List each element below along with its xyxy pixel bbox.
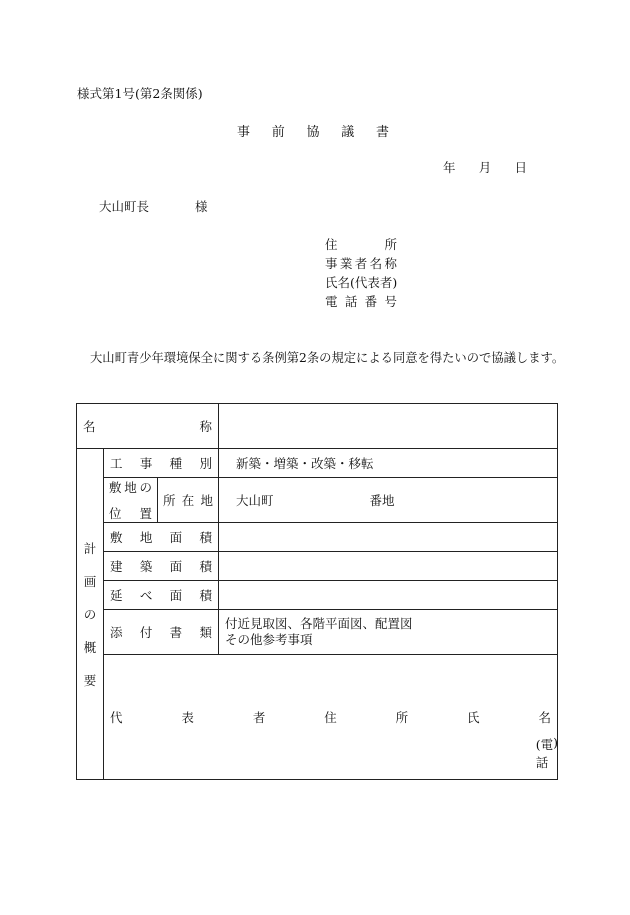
label-char: 延 xyxy=(110,588,123,603)
title-char: 事 xyxy=(237,125,251,140)
label-char: 地 xyxy=(200,493,214,508)
date-day-label: 日 xyxy=(514,160,527,175)
address-label xyxy=(325,235,397,253)
label-char: 置 xyxy=(139,506,152,521)
site-position-label xyxy=(104,478,157,522)
representative-name-label: 氏名(代表者) xyxy=(325,275,398,290)
work-type-row xyxy=(77,449,558,478)
label-char: 在 xyxy=(181,493,195,508)
label-char: 積 xyxy=(199,530,212,545)
site-location-row xyxy=(77,478,558,523)
label-char: の xyxy=(139,480,152,495)
site-area-row xyxy=(77,523,558,552)
site-area-label-cell xyxy=(104,523,219,552)
label-char: 地 xyxy=(139,530,153,545)
building-area-label xyxy=(104,557,218,575)
label-char: 建 xyxy=(110,559,123,574)
label-char: 要 xyxy=(83,673,97,688)
work-type-label xyxy=(104,454,218,472)
label-char: 位 xyxy=(109,506,122,521)
attachments-label xyxy=(104,623,218,641)
work-type-label-cell xyxy=(104,449,219,478)
label-char: 番 xyxy=(364,294,378,309)
label-char: の xyxy=(83,607,97,622)
label-char: 所 xyxy=(395,710,409,725)
floor-area-label-cell xyxy=(104,581,219,610)
label-char: 称 xyxy=(199,419,213,434)
name-field[interactable] xyxy=(219,404,558,449)
phone-number-label xyxy=(325,292,397,310)
site-position-label-cell xyxy=(104,478,158,523)
phone-open: (電話 xyxy=(535,737,554,770)
label-char: 築 xyxy=(139,559,153,574)
location-lot-suffix: 番地 xyxy=(369,493,395,508)
building-area-row xyxy=(77,552,558,581)
label-char: 号 xyxy=(384,294,397,309)
label-char: 敷 xyxy=(109,480,122,495)
attachments-line-1: 付近見取図、各階平面図、配置図 xyxy=(225,616,413,631)
name-label-cell xyxy=(77,404,219,449)
honorific: 様 xyxy=(195,199,208,214)
building-area-field[interactable] xyxy=(219,552,558,581)
plan-summary-label xyxy=(77,539,103,689)
attachments-label-cell xyxy=(104,610,219,655)
consultation-statement: 大山町青少年環境保全に関する条例第2条の規定による同意を得たいので協議します。 xyxy=(90,351,565,365)
label-char: 事 xyxy=(325,256,338,271)
floor-area-field[interactable] xyxy=(219,581,558,610)
label-char: べ xyxy=(139,588,153,603)
attachments-line-2: その他参考事項 xyxy=(225,632,313,647)
label-char: 工 xyxy=(110,456,123,471)
representative-row xyxy=(77,655,558,780)
label-char: 画 xyxy=(83,574,97,589)
addressee: 大山町長 xyxy=(99,199,150,214)
attachments-row xyxy=(77,610,558,655)
label-char: 所 xyxy=(163,493,176,508)
name-row xyxy=(77,404,558,449)
work-type-options: 新築・増築・改築・移転 xyxy=(236,456,374,471)
consultation-form-table xyxy=(76,403,558,780)
label-char: 名 xyxy=(83,419,96,434)
label-char: 面 xyxy=(169,559,183,574)
plan-summary-label-cell xyxy=(77,449,104,780)
label-char: 者 xyxy=(354,256,368,271)
label-char: 所 xyxy=(384,237,397,252)
name-label xyxy=(77,417,218,435)
location-town: 大山町 xyxy=(236,493,274,508)
label-char: 電 xyxy=(325,294,338,309)
label-char: 書 xyxy=(169,625,183,640)
representative-phone xyxy=(536,735,558,771)
label-char: 表 xyxy=(181,710,194,725)
label-char: 名 xyxy=(538,710,551,725)
label-char: 氏 xyxy=(467,710,480,725)
label-char: 類 xyxy=(199,625,212,640)
label-char: 付 xyxy=(139,625,153,640)
label-char: 話 xyxy=(344,294,358,309)
label-char: 者 xyxy=(252,710,266,725)
form-number: 様式第1号(第2条関係) xyxy=(77,86,203,101)
date-month-label: 月 xyxy=(478,160,492,175)
label-char: 別 xyxy=(199,456,212,471)
label-char: 称 xyxy=(384,256,397,271)
location-field[interactable] xyxy=(219,478,558,523)
label-char: 業 xyxy=(339,256,353,271)
representative-label-cell xyxy=(104,655,558,780)
label-char: 名 xyxy=(369,256,383,271)
title-char: 協 xyxy=(306,125,320,140)
label-char: 代 xyxy=(110,710,123,725)
label-char: 住 xyxy=(325,237,338,252)
date-line xyxy=(443,158,527,176)
title-char: 書 xyxy=(375,125,389,140)
site-area-label xyxy=(104,528,218,546)
location-label-cell xyxy=(158,478,219,523)
label-char: 概 xyxy=(83,640,97,655)
site-area-field[interactable] xyxy=(219,523,558,552)
date-year-label: 年 xyxy=(443,160,456,175)
label-char: 計 xyxy=(83,541,97,556)
document-title xyxy=(237,121,389,140)
work-type-field[interactable] xyxy=(219,449,558,478)
attachments-field[interactable] xyxy=(219,610,558,655)
label-char: 面 xyxy=(169,588,183,603)
business-name-label xyxy=(325,254,397,272)
label-char: 積 xyxy=(199,588,212,603)
label-char: 添 xyxy=(110,625,123,640)
label-char: 敷 xyxy=(110,530,123,545)
label-char: 面 xyxy=(169,530,183,545)
representative-label xyxy=(104,708,557,726)
building-area-label-cell xyxy=(104,552,219,581)
phone-close: ) xyxy=(553,735,559,750)
floor-area-label xyxy=(104,586,218,604)
label-char: 地 xyxy=(124,480,137,495)
title-char: 前 xyxy=(271,125,285,140)
label-char: 種 xyxy=(169,456,183,471)
title-char: 議 xyxy=(341,125,355,140)
label-char: 積 xyxy=(199,559,212,574)
label-char: 事 xyxy=(139,456,153,471)
floor-area-row xyxy=(77,581,558,610)
location-label xyxy=(158,491,218,509)
label-char: 住 xyxy=(324,710,337,725)
